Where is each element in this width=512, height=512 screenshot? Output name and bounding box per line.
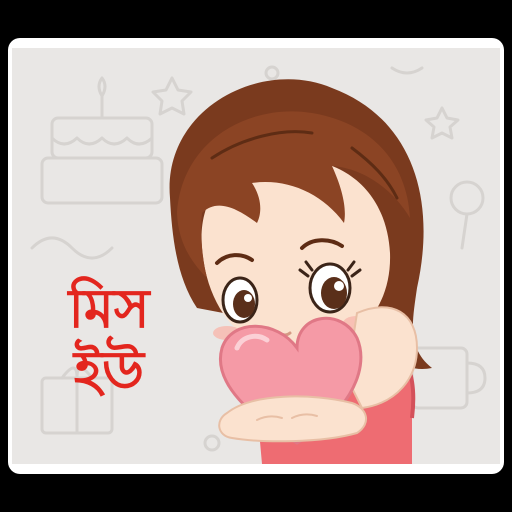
caption-text — [34, 278, 184, 402]
caption-line-2: ইউ — [73, 339, 145, 402]
caption-line-1: মিস — [68, 277, 150, 340]
sticker-canvas — [12, 48, 500, 464]
